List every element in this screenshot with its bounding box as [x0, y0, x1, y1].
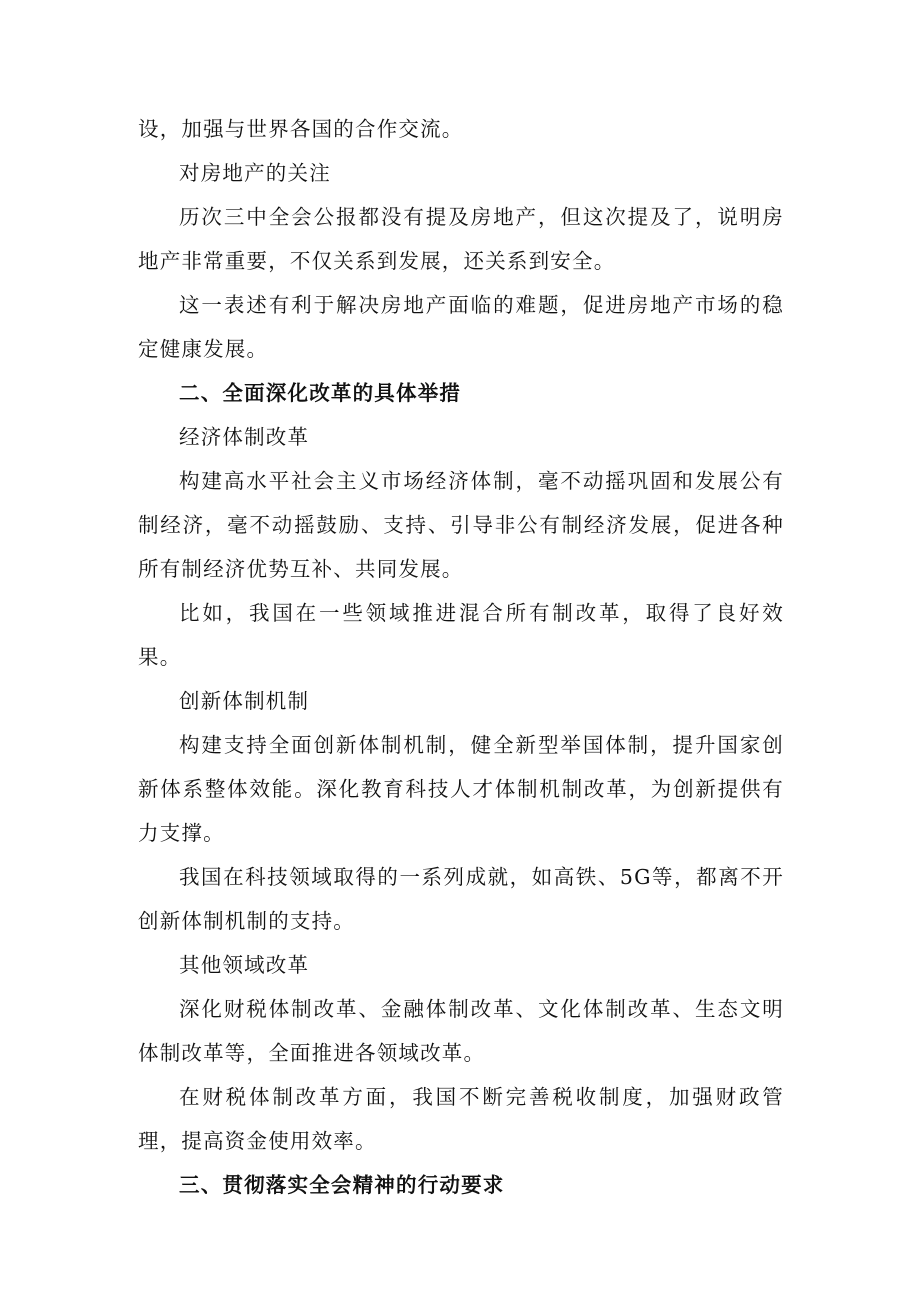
paragraph-continuation: 设，加强与世界各国的合作交流。 [138, 117, 464, 141]
paragraph: 深化财税体制改革、金融体制改革、文化体制改革、生态文明体制改革等，全面推进各领域改革。 [138, 997, 784, 1065]
document-body [138, 107, 784, 1207]
subheading-innovation: 创新体制机制 [179, 689, 310, 713]
paragraph: 我国在科技领域取得的一系列成就，如高铁、5G等，都离不开创新体制机制的支持。 [138, 865, 784, 933]
paragraph: 构建支持全面创新体制机制，健全新型举国体制，提升国家创新体系整体效能。深化教育科技人才体制机制改革，为创新提供有力支撑。 [138, 733, 784, 845]
subheading-other-reforms: 其他领域改革 [179, 953, 310, 977]
section-heading-3: 三、贯彻落实全会精神的行动要求 [179, 1173, 505, 1197]
subheading-real-estate: 对房地产的关注 [179, 161, 331, 185]
paragraph: 这一表述有利于解决房地产面临的难题，促进房地产市场的稳定健康发展。 [138, 293, 784, 361]
section-heading-2: 二、全面深化改革的具体举措 [179, 381, 462, 405]
paragraph: 比如，我国在一些领域推进混合所有制改革，取得了良好效果。 [138, 601, 784, 669]
paragraph: 构建高水平社会主义市场经济体制，毫不动摇巩固和发展公有制经济，毫不动摇鼓励、支持、引导非公有制经济发展，促进各种所有制经济优势互补、共同发展。 [138, 469, 784, 581]
subheading-economic-reform: 经济体制改革 [179, 425, 310, 449]
paragraph: 历次三中全会公报都没有提及房地产，但这次提及了，说明房地产非常重要，不仅关系到发展，还关系到安全。 [138, 205, 784, 273]
paragraph: 在财税体制改革方面，我国不断完善税收制度，加强财政管理，提高资金使用效率。 [138, 1085, 784, 1153]
